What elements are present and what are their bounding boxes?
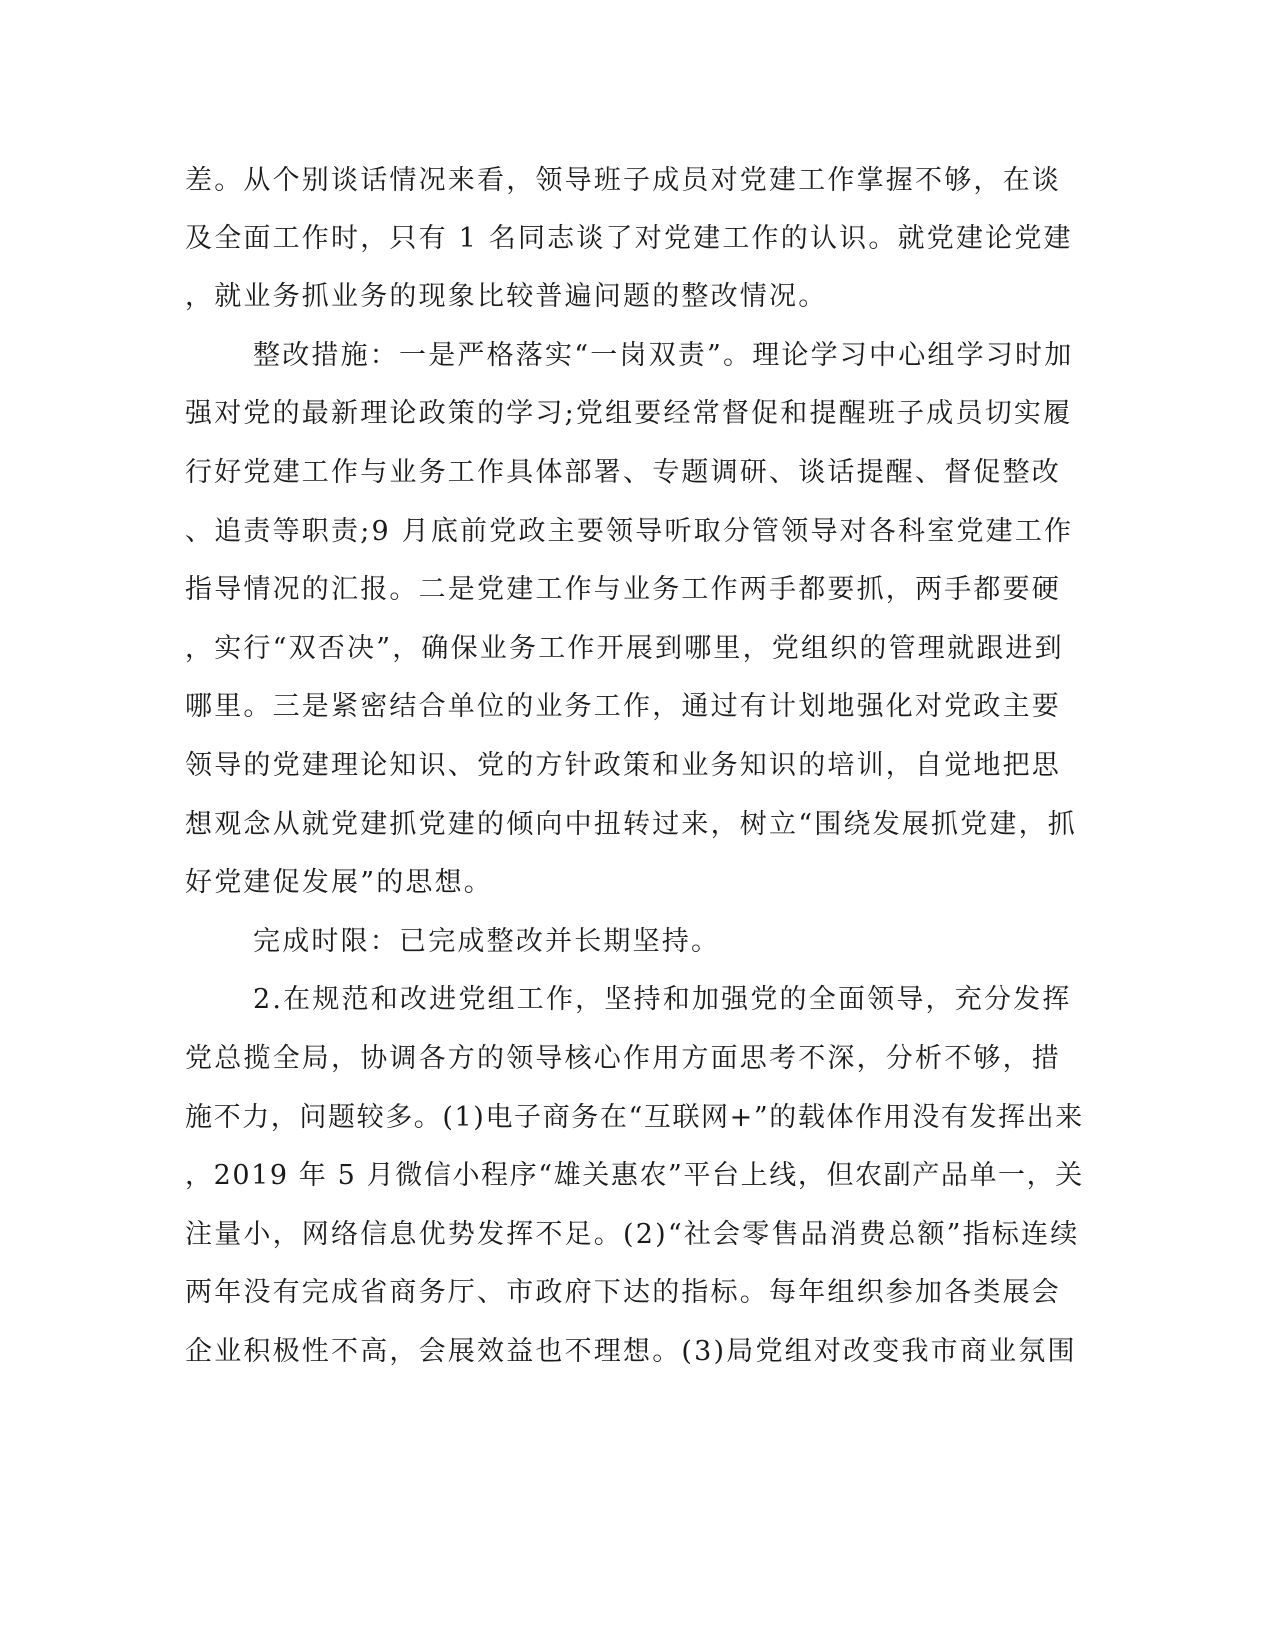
text-line: 及全面工作时，只有 1 名同志谈了对党建工作的认识。就党建论党建 [185,223,1073,254]
text-line: 党总揽全局，协调各方的领导核心作用方面思考不深，分析不够，措 [185,1043,1061,1074]
paragraph-start-line: 整改措施：一是严格落实“一岗双责”。理论学习中心组学习时加 [253,340,1074,371]
text-line: ，实行“双否决”，确保业务工作开展到哪里，党组织的管理就跟进到 [185,633,1064,664]
text-line: ，2019 年 5 月微信小程序“雄关惠农”平台上线，但农副产品单一，关 [185,1160,1084,1191]
text-line: 想观念从就党建抓党建的倾向中扭转过来，树立“围绕发展抓党建，抓 [185,809,1078,840]
paragraph-start-line: 2.在规范和改进党组工作，坚持和加强党的全面领导，充分发挥 [253,984,1072,1015]
text-line: 、追责等职责;9 月底前党政主要领导听取分管领导对各科室党建工作 [185,516,1074,547]
text-line: 注量小，网络信息优势发挥不足。(2)“社会零售品消费总额”指标连续 [185,1219,1080,1250]
text-line: 好党建促发展”的思想。 [185,867,494,898]
paragraph-start-line: 完成时限：已完成整改并长期坚持。 [253,926,721,957]
text-line: 施不力，问题较多。(1)电子商务在“互联网+”的载体作用没有发挥出来 [185,1102,1084,1133]
text-line: 企业积极性不高，会展效益也不理想。(3)局党组对改变我市商业氛围 [185,1336,1077,1367]
text-line: 强对党的最新理论政策的学习;党组要经常督促和提醒班子成员切实履 [185,398,1073,429]
text-line: ，就业务抓业务的现象比较普遍问题的整改情况。 [185,281,828,312]
text-line: 差。从个别谈话情况来看，领导班子成员对党建工作掌握不够，在谈 [185,165,1061,196]
text-line: 两年没有完成省商务厅、市政府下达的指标。每年组织参加各类展会 [185,1277,1061,1308]
text-line: 指导情况的汇报。二是党建工作与业务工作两手都要抓，两手都要硬 [185,574,1061,605]
text-line: 哪里。三是紧密结合单位的业务工作，通过有计划地强化对党政主要 [185,691,1061,722]
text-line: 行好党建工作与业务工作具体部署、专题调研、谈话提醒、督促整改 [185,457,1061,488]
text-line: 领导的党建理论知识、党的方针政策和业务知识的培训，自觉地把思 [185,750,1061,781]
